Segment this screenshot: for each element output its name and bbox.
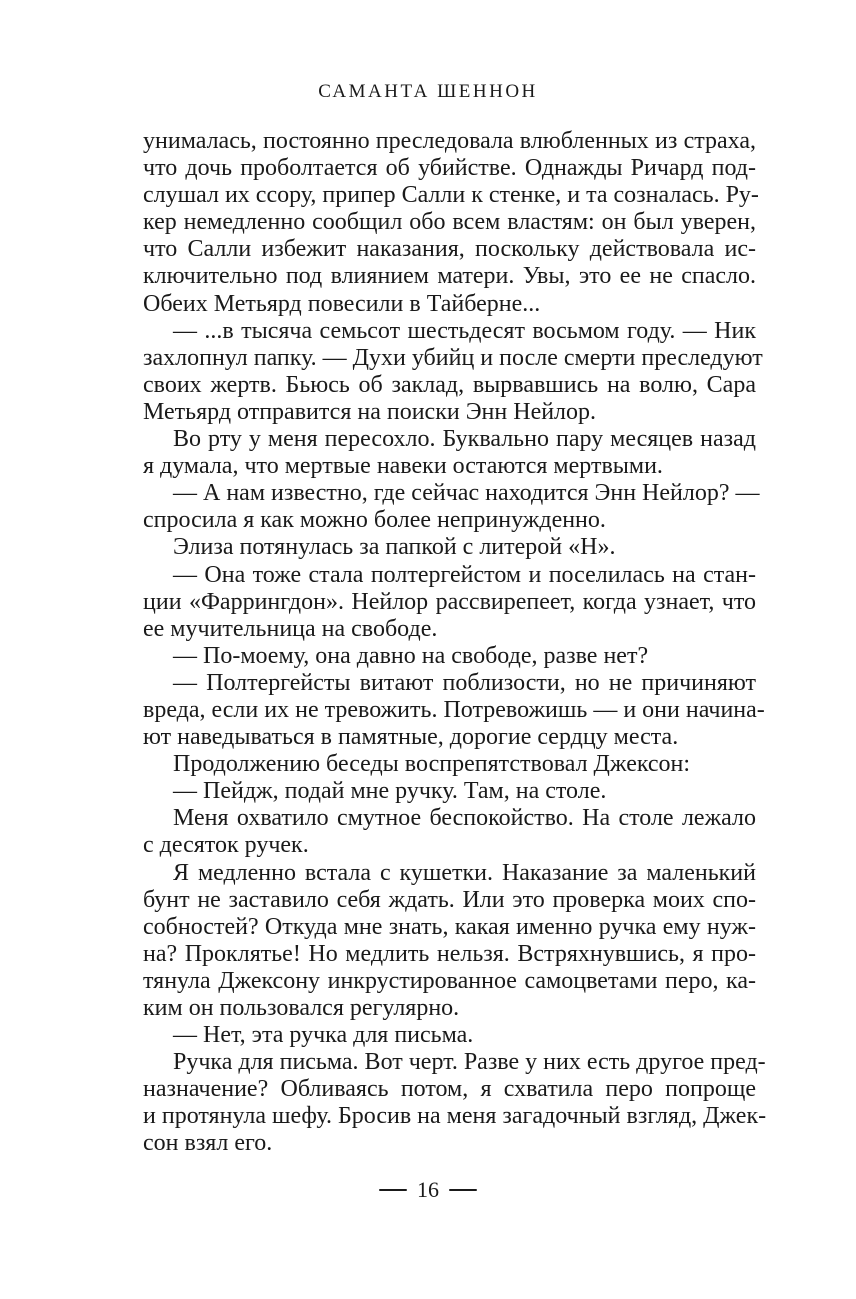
text-line: ключительно под влиянием матери. Увы, это ее не спасло. [143, 263, 756, 290]
text-line: Обеих Метьярд повесили в Тайберне... [143, 290, 541, 317]
text-line: своих жертв. Бьюсь об заклад, вырвавшись на волю, Сара [143, 371, 756, 398]
text-line: Во рту у меня пересохло. Буквально пару месяцев назад [173, 426, 756, 453]
text-line: ют наведываться в памятные, дорогие сердцу места. [143, 724, 679, 751]
text-line: — Она тоже стала полтергейстом и поселилась на стан- [173, 561, 756, 588]
text-line: Продолжению беседы воспрепятствовал Джексон: [173, 751, 691, 778]
text-line: тянула Джексону инкрустированное самоцветами перо, ка- [143, 967, 756, 994]
text-line: слушал их ссору, припер Салли к стенке, и та созналась. Ру- [143, 182, 759, 209]
text-line: — Пейдж, подай мне ручку. Там, на столе. [173, 778, 607, 805]
folio-left-ornament [379, 1189, 407, 1191]
text-line: спросила я как можно более непринужденно. [143, 507, 606, 534]
body-text [143, 128, 767, 1158]
text-line: вреда, если их не тревожить. Потревожишь — и они начина- [143, 696, 765, 723]
text-line: что Салли избежит наказания, поскольку действовала ис- [143, 236, 756, 263]
text-line: собностей? Откуда мне знать, какая именно ручка ему нуж- [143, 913, 756, 940]
text-line: бунт не заставило себя ждать. Или это проверка моих спо- [143, 886, 756, 913]
text-line: что дочь проболтается об убийстве. Однажды Ричард под- [143, 155, 756, 182]
text-line: Ручка для письма. Вот черт. Разве у них есть другое пред- [173, 1049, 766, 1076]
text-line: захлопнул папку. — Духи убийц и после смерти преследуют [143, 344, 763, 371]
text-line: Метьярд отправится на поиски Энн Нейлор. [143, 398, 597, 425]
text-line: и протянула шефу. Бросив на меня загадочный взгляд, Джек- [143, 1103, 767, 1130]
text-line: Меня охватило смутное беспокойство. На столе лежало [173, 805, 756, 832]
page-number-footer [0, 1176, 856, 1204]
page-number: 16 [417, 1177, 439, 1202]
running-head-author: САМАНТА ШЕННОН [318, 81, 538, 102]
text-line: с десяток ручек. [143, 832, 309, 859]
text-line: — По-моему, она давно на свободе, разве нет? [173, 642, 649, 669]
text-line: ции «Фаррингдон». Нейлор рассвирепеет, когда узнает, что [143, 588, 756, 615]
text-line: — А нам известно, где сейчас находится Энн Нейлор? — [173, 480, 760, 507]
folio-right-ornament [449, 1189, 477, 1191]
text-line: ее мучительница на свободе. [143, 615, 438, 642]
text-line: — Полтергейсты витают поблизости, но не причиняют [173, 669, 756, 696]
text-line: я думала, что мертвые навеки остаются мертвыми. [143, 453, 663, 480]
text-line: — Нет, эта ручка для письма. [173, 1022, 474, 1049]
text-line: унималась, постоянно преследовала влюбленных из страха, [143, 128, 756, 154]
text-line: назначение? Обливаясь потом, я схватила перо попроще [143, 1076, 756, 1103]
text-line: Элиза потянулась за папкой с литерой «Н». [173, 534, 616, 561]
text-line: ким он пользовался регулярно. [143, 995, 460, 1021]
text-line: на? Проклятье! Но медлить нельзя. Встряхнувшись, я про- [143, 940, 756, 967]
text-line: — ...в тысяча семьсот шестьдесят восьмом году. — Ник [173, 317, 756, 344]
text-line: сон взял его. [143, 1130, 273, 1157]
text-line: Я медленно встала с кушетки. Наказание за маленький [173, 859, 756, 886]
text-line: кер немедленно сообщил обо всем властям: он был уверен, [143, 209, 756, 236]
